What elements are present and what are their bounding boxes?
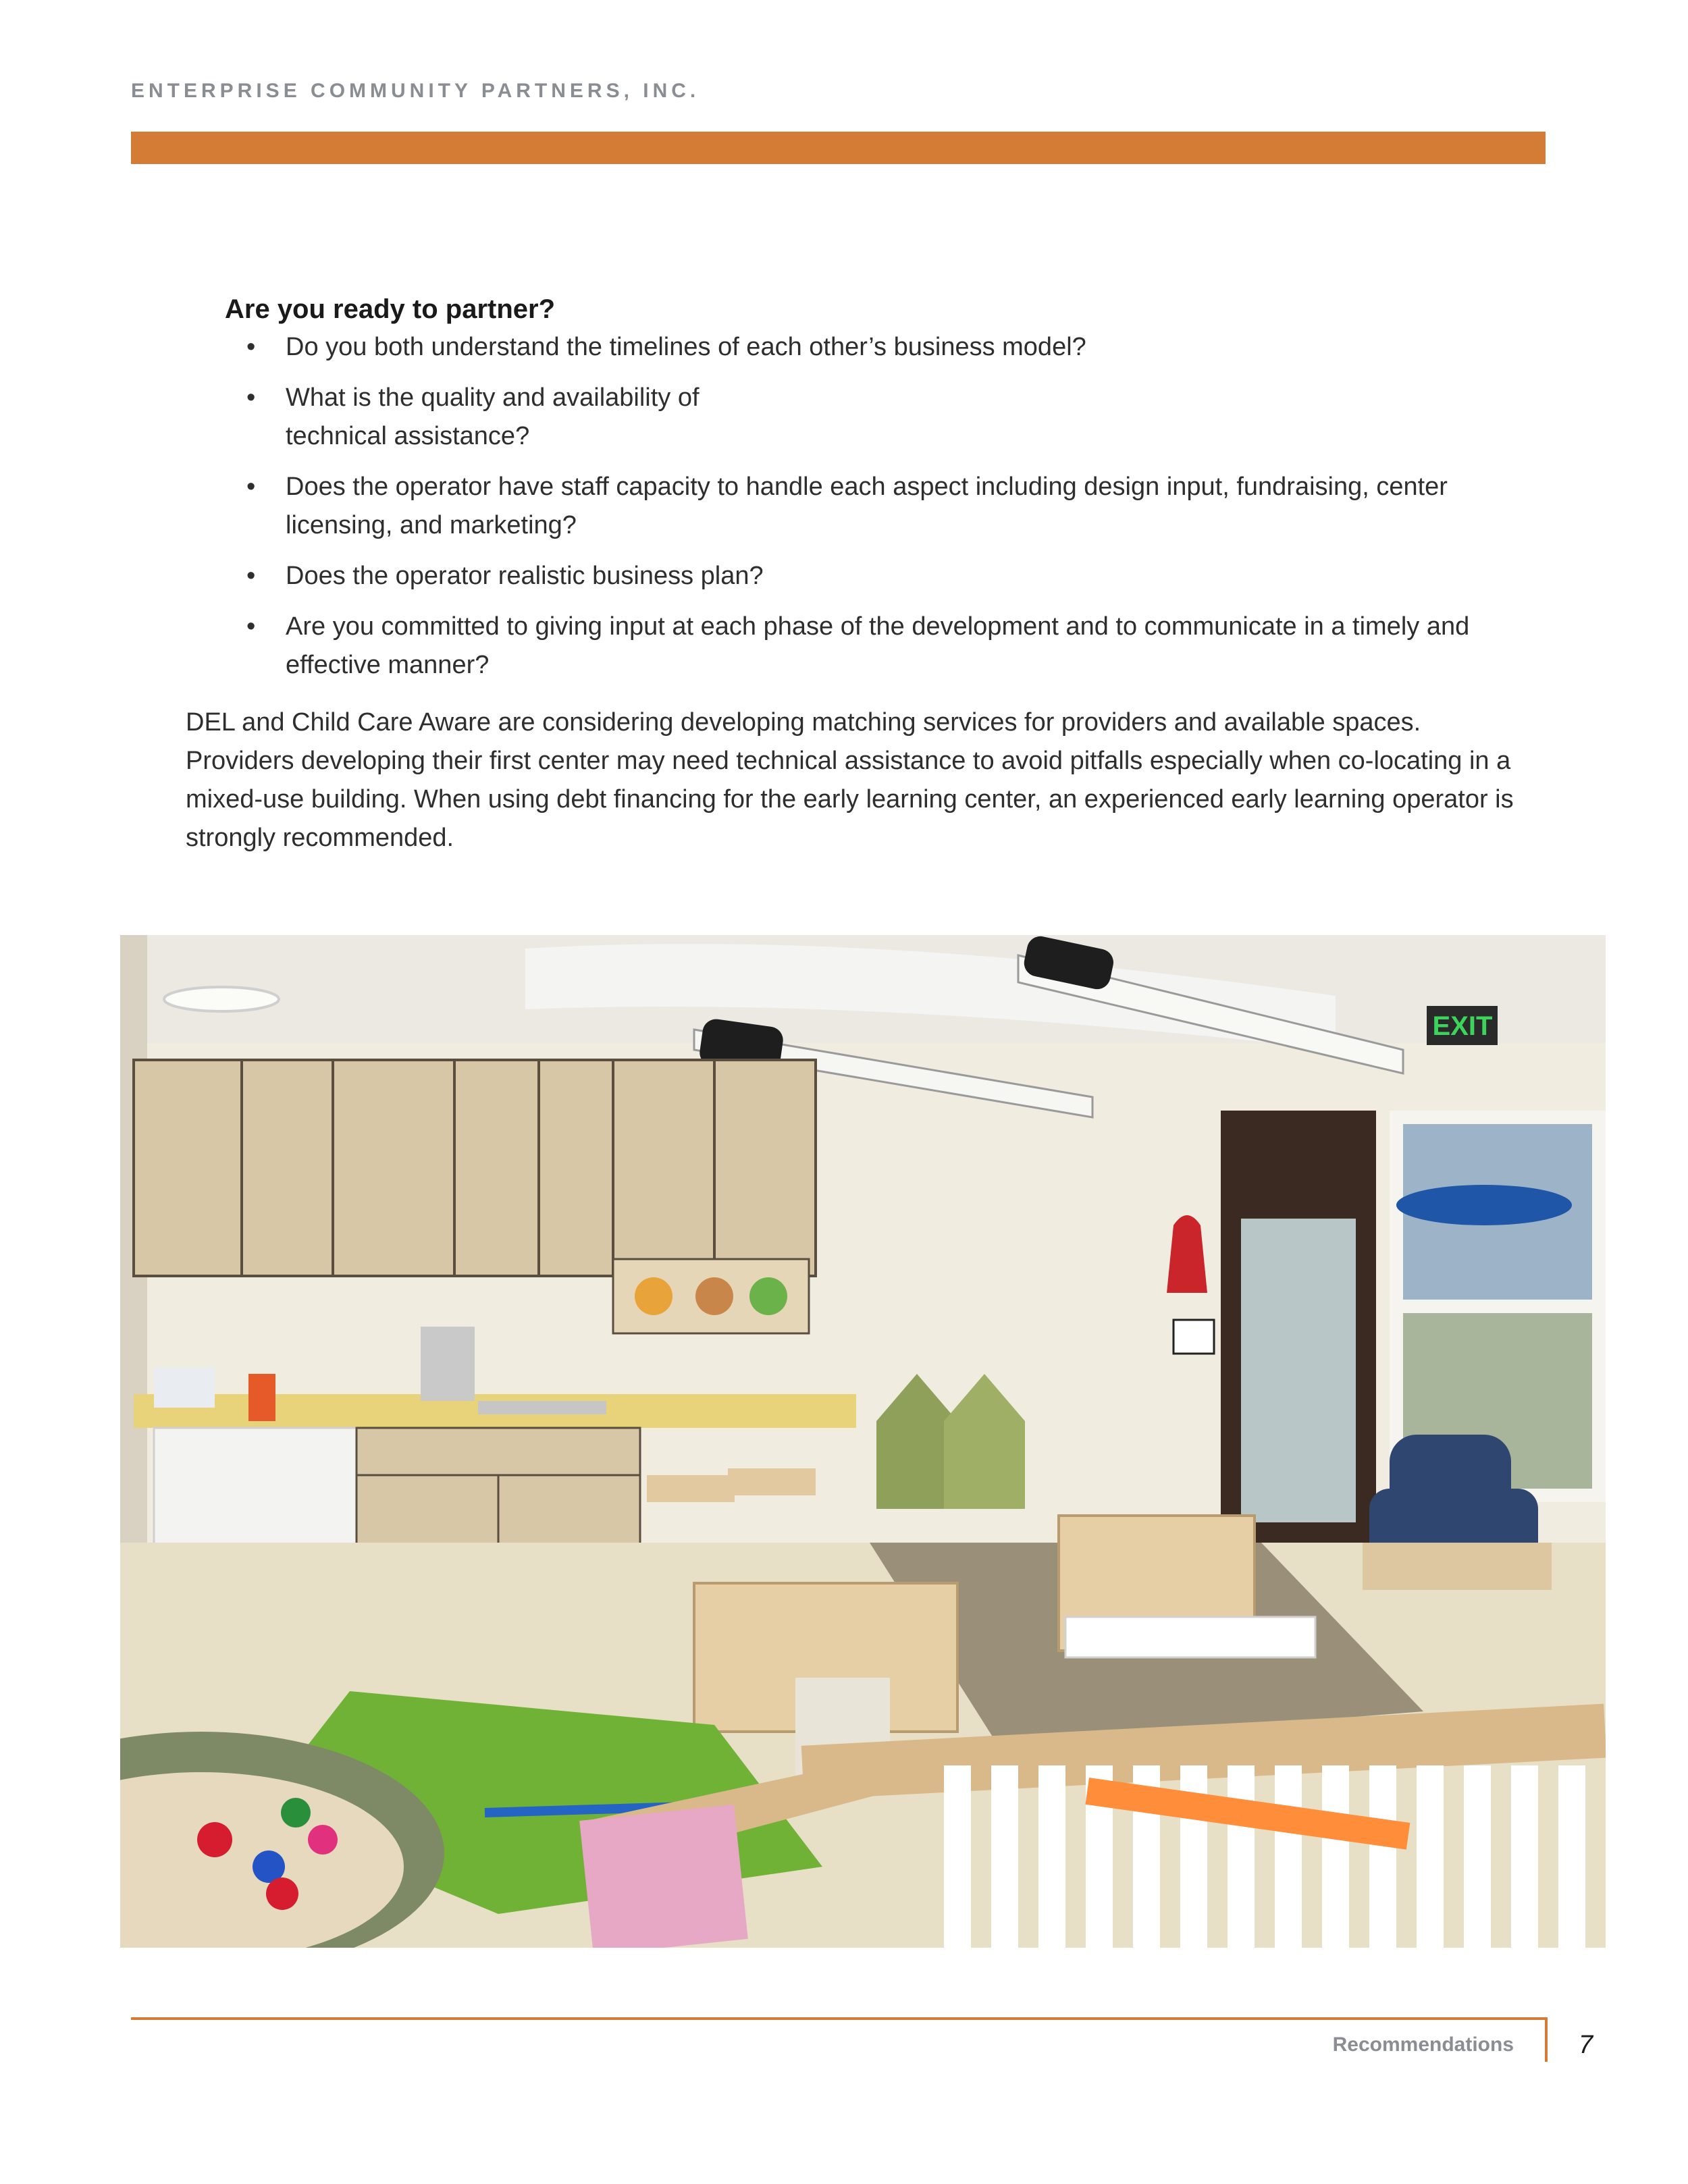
footer-divider	[1545, 2017, 1548, 2062]
page-number: 7	[1579, 2031, 1593, 2059]
classroom-photo	[120, 935, 1606, 1948]
organization-name: ENTERPRISE COMMUNITY PARTNERS, INC.	[131, 80, 700, 102]
list-item: • Does the operator have staff capacity to handle each aspect including design input, fundraising, center licensing, and marketing?	[286, 468, 1487, 545]
classroom-illustration	[120, 935, 1606, 1948]
question-list	[186, 328, 1523, 685]
body-paragraph: DEL and Child Care Aware are considering developing matching services for providers and available spaces. Providers developing their first center may need technical assistance to avoid pitfalls especially when co-locating in a mixed-use building. When using debt financing for the early learning center, an experienced early learning operator is strongly recommended.	[186, 708, 1514, 852]
footer-rule	[131, 2017, 1546, 2020]
list-item: • Does the operator realistic business plan?	[286, 557, 1487, 595]
footer-section-name: Recommendations	[1332, 2033, 1514, 2056]
main-content	[186, 290, 1523, 857]
exit-sign-text: EXIT	[1432, 1011, 1493, 1041]
list-item: • Do you both understand the timelines of each other’s business model?	[286, 328, 1487, 367]
header-accent-bar	[131, 132, 1546, 164]
list-item: • Are you committed to giving input at each phase of the development and to communicate in a timely and effective manner?	[286, 608, 1487, 685]
section-title: Are you ready to partner?	[225, 294, 556, 324]
list-item: • What is the quality and availability of technical assistance?	[286, 379, 1487, 456]
